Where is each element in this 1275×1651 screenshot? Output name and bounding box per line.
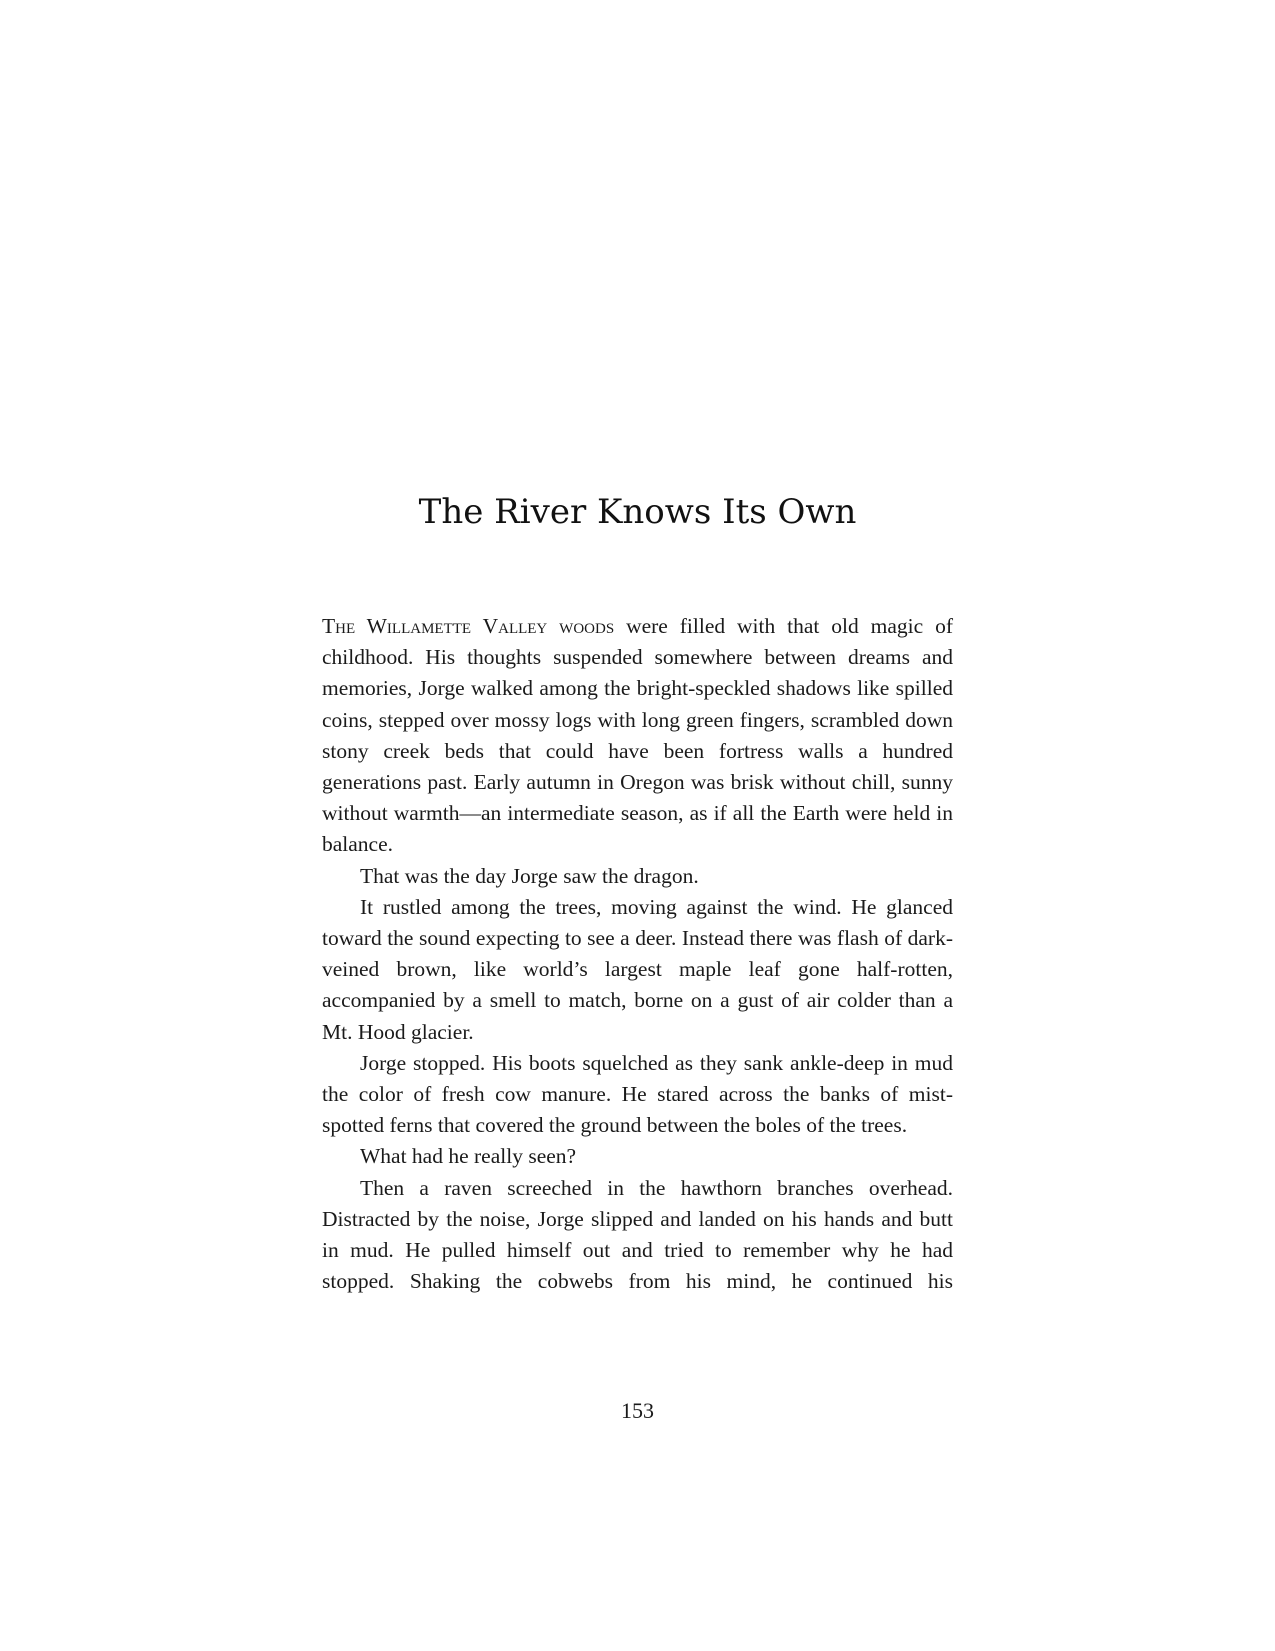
page-number: 153: [621, 1398, 654, 1423]
paragraph: That was the day Jorge saw the dragon.: [360, 863, 699, 888]
paragraph-opening: [322, 611, 953, 861]
paragraph: What had he really seen?: [360, 1144, 577, 1169]
chapter-title: The River Knows Its Own: [418, 492, 857, 532]
paragraph-text: were filled with that old magic of childhood. His thoughts suspended somewhere between dreams and memories, Jorge walked among the bright-speckled shadows like spilled coins, stepped over mossy logs with long green fingers, scrambled down stony creek beds that could have been fortress walls a hundred generations past. Early autumn in Oregon was brisk without chill, sunny without warmth—an intermediate season, as if all the Earth were held in balance.: [322, 614, 953, 857]
paragraph: It rustled among the trees, moving against the wind. He glanced toward the sound expecting to see a deer. Instead there was flash of dark-veined brown, like world’s largest maple leaf gone half-rotten, accompanied by a smell to match, borne on a gust of air colder than a Mt. Hood glacier.: [322, 894, 953, 1044]
paragraph: Then a raven screeched in the hawthorn branches overhead. Distracted by the noise, Jorge slipped and landed on his hands and butt in mud. He pulled himself out and tried to remember why he had stopped. Shaking the cobwebs from his mind, he continued his: [322, 1175, 953, 1294]
paragraph: Jorge stopped. His boots squelched as they sank ankle-deep in mud the color of fresh cow manure. He stared across the banks of mist-spotted ferns that covered the ground between the boles of the trees.: [322, 1050, 953, 1138]
lead-in-small-caps: The Willamette Valley woods: [322, 614, 615, 638]
body-text: [322, 611, 953, 1297]
